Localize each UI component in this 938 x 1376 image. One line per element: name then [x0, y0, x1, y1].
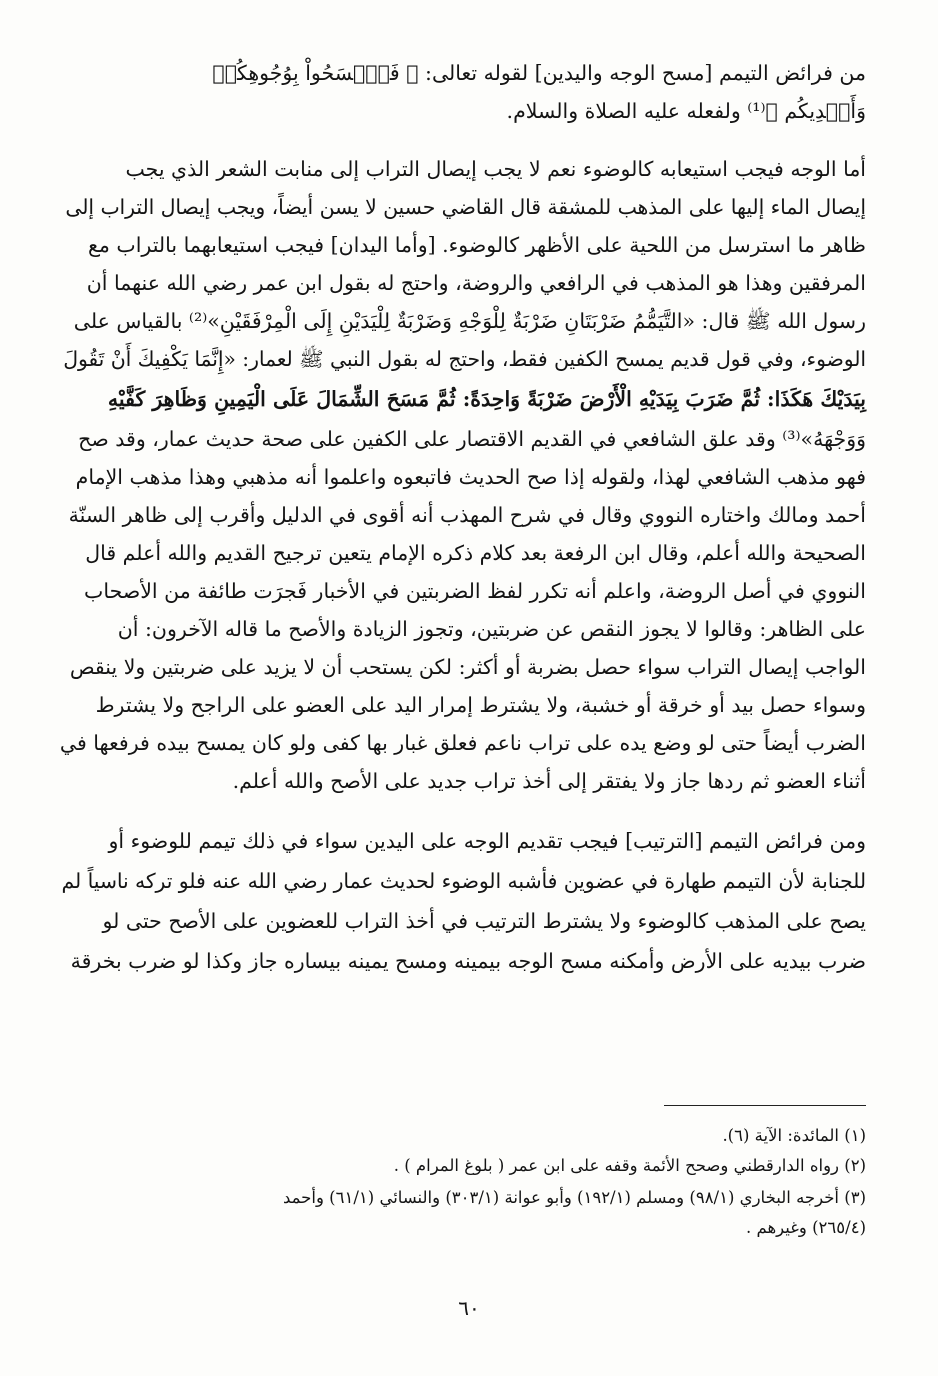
text-line: أحمد ومالك واختاره النووي وقال في شرح المهذب أنه أقوى في الدليل وأقرب إلى ظاهر السنّة — [68, 503, 866, 527]
page-number: ٦٠ — [458, 1296, 480, 1320]
text-line: وَأَيۡدِيكُم ﴾⁽¹⁾ ولفعله عليه الصلاة والسلام. — [506, 99, 866, 123]
text-line: الضرب أيضاً حتى لو وضع يده على تراب ناعم فعلق غبار بها كفى ولو كان يمسح بيده فرفعها في — [59, 731, 866, 755]
text-line: فهو مذهب الشافعي لهذا، ولقوله إذا صح الحديث فاتبعوه واعلموا أنه مذهبي وهذا مذهب الإمام — [75, 465, 866, 489]
text-line: ضرب بيديه على الأرض وأمكنه مسح الوجه بيمينه ومسح يمينه بيساره جاز وكذا لو ضرب بخرقة — [70, 949, 866, 973]
text-line: رسول الله ﷺ قال: «التَّيَمُّمُ ضَرْبَتَانِ ضَرْبَةٌ لِلْوَجْهِ وَضَرْبَةٌ لِلْيَدَيْنِ إِلَى الْمِرْفَقَيْنِ»⁽²⁾ بالقياس على — [73, 309, 866, 333]
text-line: الوضوء، وفي قول قديم يمسح الكفين فقط، واحتج له بقول النبي ﷺ لعمار: «إِنَّمَا يَكْفِيكَ أَنْ تَقُولَ — [63, 347, 866, 371]
text-line: ظاهر ما استرسل من اللحية على الأظهر كالوضوء. [وأما اليدان] فيجب استيعابهما بالتراب مع — [88, 233, 866, 257]
text-line: إيصال الماء إليها على المذهب للمشقة قال القاضي حسين لا يسن أيضاً، ويجب إيصال التراب إلى — [65, 195, 866, 219]
text-line: الصحيحة والله أعلم، وقال ابن الرفعة بعد كلام ذكره الإمام يتعين ترجيح القديم والله أعلم قال — [85, 541, 866, 565]
text-line: المرفقين وهذا هو المذهب في الرافعي والروضة، واحتج له بقول ابن عمر رضي الله عنهما أن — [86, 271, 866, 295]
text-line: ومن فرائض التيمم [الترتيب] فيجب تقديم الوجه على اليدين سواء في ذلك تيمم للوضوء أو — [108, 829, 866, 853]
text-line: بِيَدَيْكَ هَكَذَا: ثُمَّ ضَرَبَ بِيَدَيْهِ الْأَرْضَ ضَرْبَةً وَاحِدَةً: ثُمَّ مَسَحَ الشِّمَالَ عَلَى الْيَمِينِ وَظَاهِرَ كَفَّيْهِ — [107, 387, 866, 411]
footnote: (٣) أخرجه البخاري (٩٨/١) ومسلم (١٩٢/١) وأبو عوانة (٣٠٣/١) والنسائي (٦١/١) وأحمد — [282, 1188, 866, 1207]
footnote: (١) المائدة: الآية (٦). — [722, 1126, 866, 1145]
text-line: أما الوجه فيجب استيعابه كالوضوء نعم لا يجب إيصال التراب إلى منابت الشعر الذي يجب — [125, 157, 866, 181]
text-line: للجنابة لأن التيمم طهارة في عضوين فأشبه الوضوء لحديث عمار رضي الله عنه فلو تركه ناسياً لم — [61, 869, 866, 893]
text-line: النووي في أصل الروضة، واعلم أنه تكرر لفظ الضربتين في الأخبار فَجرَت طائفة من الأصحاب — [84, 579, 866, 603]
footnote-separator — [664, 1105, 866, 1106]
text-line: وسواء حصل بيد أو خرقة أو خشبة، ولا يشترط إمرار اليد على العضو على الراجح ولا يشترط — [95, 693, 866, 717]
text-line: أثناء العضو ثم ردها جاز ولا يفتقر إلى أخذ تراب جديد على الأصح والله أعلم. — [232, 769, 866, 793]
footnote: (٢٦٥/٤) وغيرهم . — [746, 1218, 866, 1237]
text-line: الواجب إيصال التراب سواء حصل بضربة أو أكثر: لكن يستحب أن لا يزيد على ضربتين ولا ينقص — [69, 655, 866, 679]
text-line: على الظاهر: وقالوا لا يجوز النقص عن ضربتين، وتجوز الزيادة والأصح ما قاله الآخرون: أن — [117, 617, 866, 641]
footnote: (٢) رواه الدارقطني وصحح الأئمة وقفه على ابن عمر ( بلوغ المرام ) . — [393, 1156, 866, 1175]
text-line: من فرائض التيمم [مسح الوجه واليدين] لقوله تعالى: ﴿ فَٱمۡسَحُواْ بِوُجُوهِكُمۡ — [212, 61, 866, 85]
text-line: يصح على المذهب كالوضوء ولا يشترط الترتيب في أخذ التراب للعضوين على الأصح حتى لو — [102, 909, 866, 933]
text-line: وَوَجْهَهُ»⁽³⁾ وقد علق الشافعي في القديم الاقتصار على الكفين على صحة حديث عمار، وقد صح — [78, 427, 866, 451]
